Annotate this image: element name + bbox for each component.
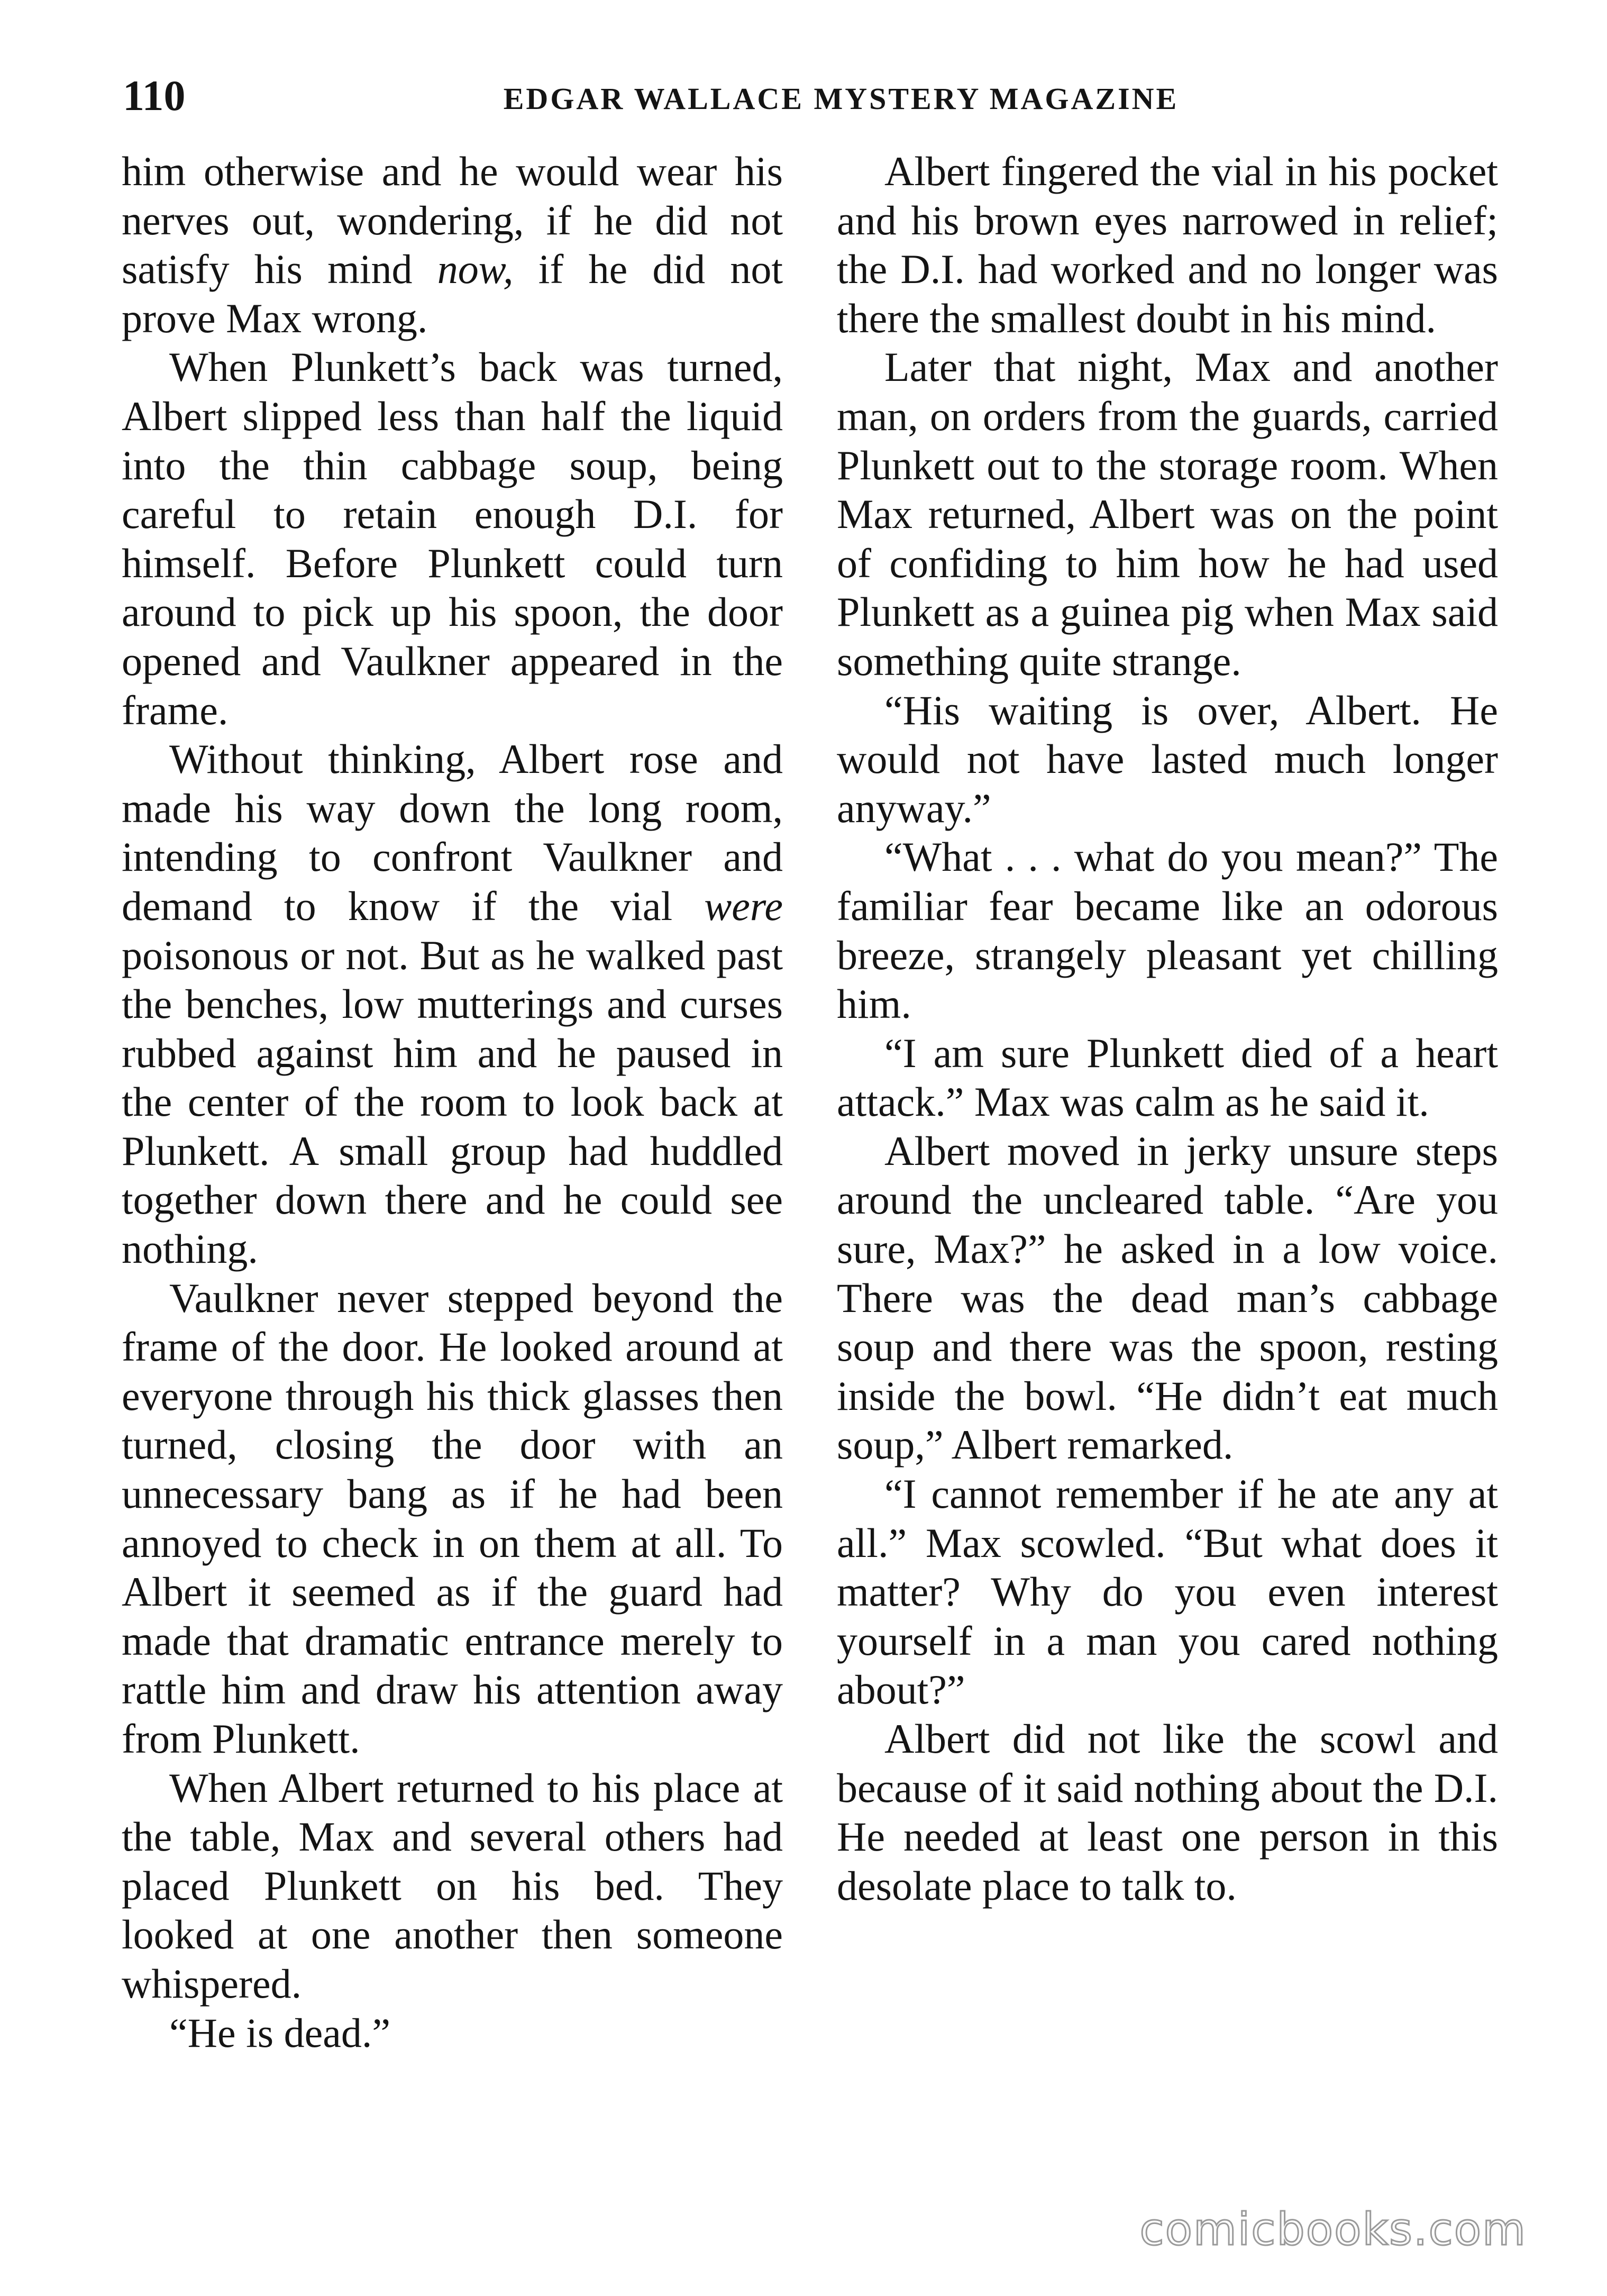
left-column	[122, 147, 783, 2057]
paragraph	[837, 343, 1498, 686]
paragraph	[122, 2009, 783, 2058]
paragraph	[122, 147, 783, 343]
text-run: When Albert returned to his place at the table, Max and several others had placed Plunkett on his bed. They looked at one another then someone whispered.	[122, 1764, 783, 2007]
text-run: “I cannot remember if he ate any at all.” Max scowled. “But what does it matter? Why do you even interest yourself in a man you cared nothing about?”	[837, 1471, 1498, 1713]
text-run: Later that night, Max and another man, on orders from the guards, carried Plunkett out to the storage room. When Max returned, Albert was on the point of confiding to him how he had used Plunkett as a guinea pig when Max said something quite strange.	[837, 344, 1498, 684]
paragraph	[122, 735, 783, 1274]
page-number: 110	[123, 71, 186, 120]
text-run: Albert did not like the scowl and because of it said nothing about the D.I. He needed at least one person in this desolate place to talk to.	[837, 1716, 1498, 1909]
text-run: “What . . . what do you mean?” The familiar fear became like an odorous breeze, strangely pleasant yet chilling him.	[837, 834, 1498, 1027]
paragraph	[122, 343, 783, 735]
italic-text: now,	[437, 246, 514, 293]
text-run: “He is dead.”	[169, 2009, 390, 2056]
watermark: comicbooks.com	[1139, 2203, 1527, 2255]
paragraph	[837, 1029, 1498, 1127]
text-run: him otherwise and he would wear his nerves out, wondering, if he did not satisfy his mind	[122, 148, 783, 293]
text-run: Without thinking, Albert rose and made his way down the long room, intending to confront Vaulkner and demand to know if the vial	[122, 736, 783, 929]
text-run: When Plunkett’s back was turned, Albert slipped less than half the liquid into the thin cabbage soup, being careful to retain enough D.I. for himself. Before Plunkett could turn around to pick up his spoon, the door opened and Vaulkner appeared in the frame.	[122, 344, 783, 733]
text-run: “I am sure Plunkett died of a heart attack.” Max was calm as he said it.	[837, 1029, 1498, 1125]
text-run: if he did not prove Max wrong.	[122, 246, 783, 341]
right-column	[837, 147, 1498, 1910]
paragraph	[837, 147, 1498, 343]
paragraph	[837, 1127, 1498, 1470]
text-run: “His waiting is over, Albert. He would not have lasted much longer anyway.”	[837, 687, 1498, 831]
paragraph	[122, 1274, 783, 1764]
text-run: Albert fingered the vial in his pocket and his brown eyes narrowed in relief; the D.I. had worked and no longer was there the smallest doubt in his mind.	[837, 148, 1498, 341]
paragraph	[837, 833, 1498, 1028]
paragraph	[837, 686, 1498, 833]
paragraph	[837, 1715, 1498, 1910]
text-run: poisonous or not. But as he walked past the benches, low mutterings and curses rubbed against him and he paused in the center of the room to look back at Plunkett. A small group had huddled together down there and he could see nothing.	[122, 932, 783, 1272]
text-run: Albert moved in jerky unsure steps around the uncleared table. “Are you sure, Max?” he asked in a low voice. There was the dead man’s cabbage soup and there was the spoon, resting inside the bowl. “He didn’t eat much soup,” Albert remarked.	[837, 1127, 1498, 1468]
paragraph	[837, 1470, 1498, 1715]
paragraph	[122, 1764, 783, 2009]
text-run: Vaulkner never stepped beyond the frame of the door. He looked around at everyone through his thick glasses then turned, closing the door with an unnecessary bang as if he had been annoyed to check in on them at all. To Albert it seemed as if the guard had made that dramatic entrance merely to rattle him and draw his attention away from Plunkett.	[122, 1274, 783, 1762]
running-head: EDGAR WALLACE MYSTERY MAGAZINE	[503, 81, 1179, 116]
italic-text: were	[704, 882, 783, 929]
